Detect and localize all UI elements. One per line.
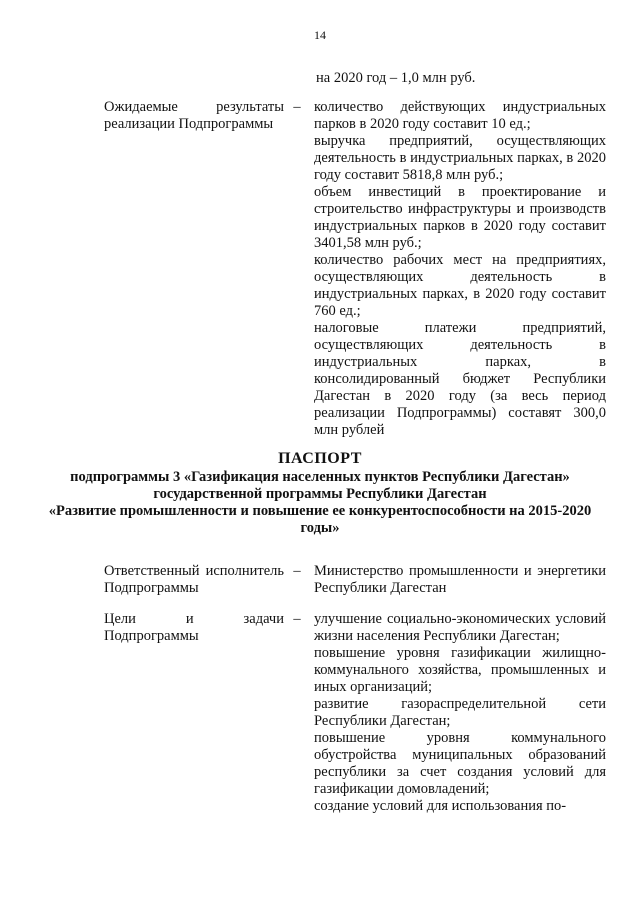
goal-item: улучшение социально-экономических условий жизни населения Республики Дагестан; — [314, 611, 606, 644]
expected-result-item: объем инвестиций в проектирование и строительство инфраструктуры и производств индустриальных парков в 2020 году составит 3401,58 млн руб.; — [314, 184, 606, 251]
funding-continuation-line: на 2020 год – 1,0 млн руб. — [316, 70, 476, 86]
expected-result-item: налоговые платежи предприятий, осуществляющих деятельность в индустриальных парках, в консолидированный бюджет Республики Дагестан в 2020 году (за весь период реализации Подпрограммы) составят 300,0 млн рублей — [314, 320, 606, 438]
expected-results-label: Ожидаемые результаты реализации Подпрограммы — [104, 99, 284, 132]
passport-title: ПАСПОРТ — [278, 450, 362, 467]
goals-tasks-dash: – — [293, 611, 301, 627]
passport-heading — [40, 449, 600, 537]
responsible-executor-dash: – — [293, 563, 301, 579]
expected-result-item: выручка предприятий, осуществляющих деятельность в индустриальных парках, в 2020 году составит 5818,8 млн руб.; — [314, 133, 606, 183]
expected-results-dash: – — [293, 99, 301, 115]
passport-subtitle-2: «Развитие промышленности и повышение ее конкурентоспособности на 2015-2020 годы» — [48, 503, 592, 536]
expected-result-item: количество рабочих мест на предприятиях, осуществляющих деятельность в индустриальных парках, в 2020 году составит 760 ед.; — [314, 252, 606, 319]
responsible-executor-text: Министерство промышленности и энергетики Республики Дагестан — [314, 563, 606, 596]
expected-results-list — [314, 99, 606, 439]
expected-result-item: количество действующих индустриальных парков в 2020 году составит 10 ед.; — [314, 99, 606, 132]
goal-item: повышение уровня газификации жилищно-коммунального хозяйства, промышленных и иных организаций; — [314, 645, 606, 695]
goal-item: развитие газораспределительной сети Республики Дагестан; — [314, 696, 606, 729]
goal-item: повышение уровня коммунального обустройства муниципальных образований республики за счет создания условий для газификации домовладений; — [314, 730, 606, 797]
goal-item: создание условий для использования по- — [314, 798, 567, 814]
goals-tasks-list — [314, 611, 606, 815]
responsible-executor-value — [314, 563, 606, 597]
page-number: 14 — [314, 28, 326, 42]
responsible-executor-label: Ответственный исполнитель Подпрограммы — [104, 563, 284, 596]
goals-tasks-label: Цели и задачи Подпрограммы — [104, 611, 284, 644]
passport-subtitle-1: подпрограммы 3 «Газификация населенных пунктов Республики Дагестан» государственной программы Республики Дагестан — [70, 469, 570, 502]
